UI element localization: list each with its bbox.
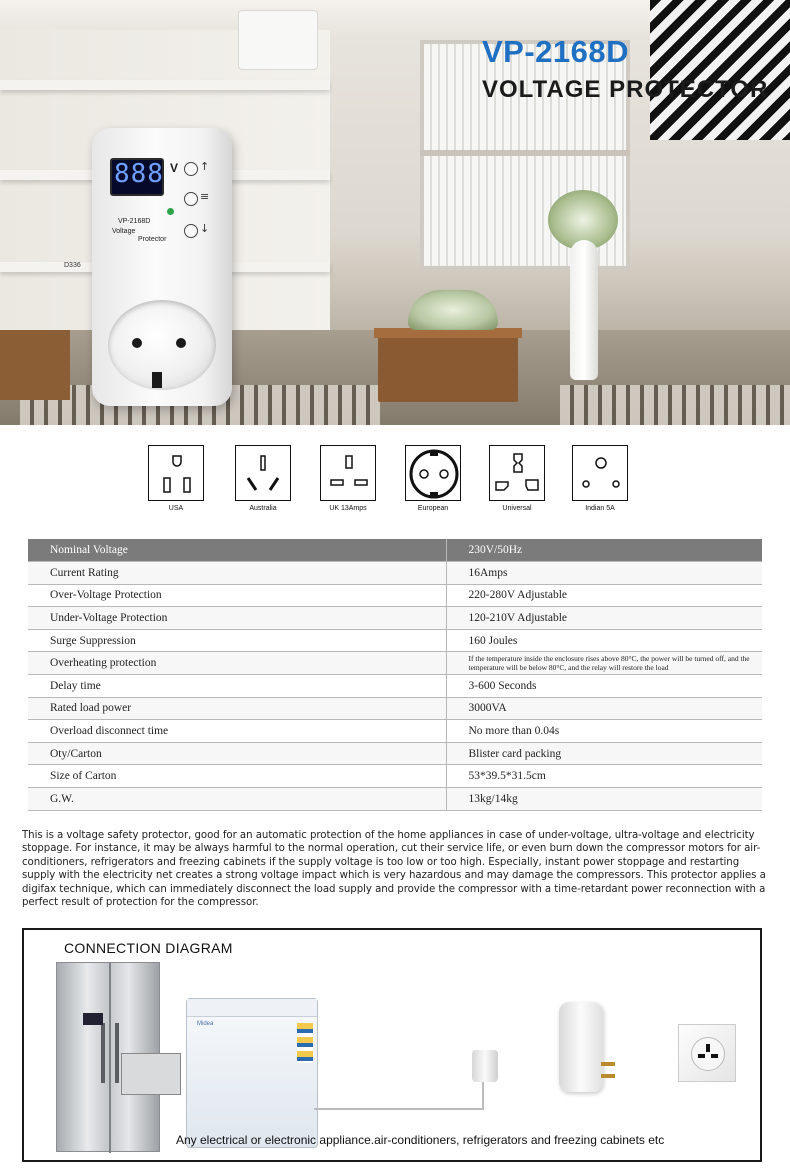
- spec-value: 3000VA: [446, 697, 762, 720]
- menu-button: [184, 192, 198, 206]
- shelf: [0, 80, 330, 90]
- striped-rug: [560, 385, 790, 425]
- spec-value: Blister card packing: [446, 742, 762, 765]
- model-title: VP-2168D: [482, 34, 630, 69]
- appliance-plug-image: [472, 1050, 498, 1082]
- indian-plug-icon: [572, 445, 628, 501]
- schuko-socket: [108, 300, 216, 390]
- plug-caption: Indian 5A: [585, 505, 615, 512]
- protector-side-image: [559, 1002, 603, 1092]
- table-row: [28, 539, 762, 562]
- spec-value: 53*39.5*31.5cm: [446, 765, 762, 788]
- diagram-title: CONNECTION DIAGRAM: [64, 940, 233, 956]
- universal-socket-icon: [696, 1042, 720, 1066]
- table-row: [28, 765, 762, 788]
- vase: [570, 240, 598, 380]
- table-row: [28, 584, 762, 607]
- plug-caption: USA: [168, 505, 184, 512]
- usa-plug-icon: [148, 445, 204, 501]
- socket-ground-clip: [152, 372, 162, 388]
- spec-value: 16Amps: [446, 562, 762, 585]
- australia-plug-icon: [235, 445, 291, 501]
- spec-label: Under-Voltage Protection: [28, 607, 446, 630]
- plug-caption: Universal: [502, 505, 532, 512]
- plug-type-european: [405, 445, 461, 512]
- uk-plug-icon: [320, 445, 376, 501]
- fridge-display: [83, 1013, 103, 1025]
- table-row: [28, 607, 762, 630]
- chest-freezer-image: [186, 998, 318, 1148]
- spec-label: Current Rating: [28, 562, 446, 585]
- plug-type-uk: [320, 445, 376, 512]
- coffee-table: [378, 332, 518, 402]
- freezer-lid: [187, 999, 317, 1017]
- spec-value: If the temperature inside the enclosure rises above 80°C, the power will be turned off, and the temperature will be below 80°C, and the relay will restore the load: [446, 652, 762, 675]
- spec-label: Delay time: [28, 675, 446, 698]
- shelf-box-label: D336: [64, 262, 81, 269]
- table-row: [28, 720, 762, 743]
- spec-label: Over-Voltage Protection: [28, 584, 446, 607]
- spec-label: G.W.: [28, 788, 446, 811]
- chair: [0, 330, 70, 400]
- freezer-brand: Midea: [197, 1021, 214, 1027]
- menu-icon: ≡: [200, 190, 210, 203]
- spec-label: Size of Carton: [28, 765, 446, 788]
- spec-label: Oty/Carton: [28, 742, 446, 765]
- plug-type-indian: [572, 445, 628, 512]
- device-label-model: VP-2168D: [118, 218, 151, 225]
- zebra-artwork: [650, 0, 790, 140]
- table-row: [28, 742, 762, 765]
- connection-diagram: [22, 928, 762, 1162]
- diagram-caption: Any electrical or electronic appliance.air-conditioners, refrigerators and freezing cabinets etc: [176, 1133, 665, 1147]
- table-row: [28, 629, 762, 652]
- spec-value: 220-280V Adjustable: [446, 584, 762, 607]
- power-cable: [482, 1080, 484, 1110]
- spec-value: 3-600 Seconds: [446, 675, 762, 698]
- universal-plug-icon: [489, 445, 545, 501]
- up-arrow-icon: ↑: [200, 160, 210, 173]
- spec-label: Nominal Voltage: [28, 539, 446, 562]
- window-frame: [420, 150, 630, 156]
- plug-prong: [601, 1074, 615, 1078]
- socket-pin-hole: [176, 338, 186, 348]
- table-row: [28, 562, 762, 585]
- refrigerator-image: [56, 962, 160, 1152]
- plug-prong: [601, 1062, 615, 1066]
- product-description: This is a voltage safety protector, good for an automatic protection of the home appliances in case of under-voltage, ultra-voltage and electricity stoppage. For instance, it may be always harmful to the normal operation, cut their service life, or even burn down the compressor motors for air-conditioners, refrigerators and freezing cabinets if the supply voltage is too low or too high. Especially, instant power stoppage and restarting supply with the electricity net creates a strong voltage impact which is very hazardous and may damage the compressors. This protector applies a digifax technique, which can immediately disconnect the load supply and provide the compressor with a time-retardant power reconnection with a perfect result of protection for the compressor.: [22, 830, 766, 909]
- table-row: [28, 675, 762, 698]
- european-plug-icon: [405, 445, 461, 501]
- plug-type-australia: [235, 445, 291, 512]
- display-digits: 888: [114, 159, 164, 189]
- spec-label: Rated load power: [28, 697, 446, 720]
- table-row: [28, 652, 762, 675]
- table-row: [28, 697, 762, 720]
- device-label-voltage: Voltage: [112, 228, 136, 235]
- flower-pot: [408, 290, 498, 330]
- spec-value: 13kg/14kg: [446, 788, 762, 811]
- hero-banner: [0, 0, 790, 425]
- down-button: [184, 224, 198, 238]
- fridge-dispenser: [121, 1053, 181, 1095]
- device-label-protector: Protector: [138, 236, 167, 243]
- table-row: [28, 788, 762, 811]
- spec-value: 160 Joules: [446, 629, 762, 652]
- spec-label: Overheating protection: [28, 652, 446, 675]
- plug-caption: Australia: [249, 505, 277, 512]
- plug-type-usa: [148, 445, 204, 512]
- spec-table: [28, 539, 762, 811]
- spec-value: 230V/50Hz: [446, 539, 762, 562]
- energy-label-sticker: [297, 1023, 313, 1063]
- plug-type-universal: [489, 445, 545, 512]
- display-unit: V: [170, 161, 179, 175]
- up-button: [184, 162, 198, 176]
- plug-caption: UK 13Amps: [329, 505, 367, 512]
- product-title: VOLTAGE PROTECTOR: [482, 76, 769, 103]
- power-cable: [314, 1108, 484, 1110]
- spec-label: Overload disconnect time: [28, 720, 446, 743]
- fridge-handle: [101, 1023, 105, 1083]
- voltage-protector-device: [92, 128, 232, 406]
- spec-value: No more than 0.04s: [446, 720, 762, 743]
- socket-pin-hole: [132, 338, 142, 348]
- plug-caption: European: [417, 505, 449, 512]
- spec-label: Surge Suppression: [28, 629, 446, 652]
- spec-value: 120-210V Adjustable: [446, 607, 762, 630]
- status-led: [167, 208, 174, 215]
- wall-outlet-image: [678, 1024, 736, 1082]
- air-conditioner: [238, 10, 318, 70]
- fridge-handle: [115, 1023, 119, 1083]
- fridge-door-split: [109, 963, 111, 1153]
- down-arrow-icon: ↓: [200, 222, 210, 235]
